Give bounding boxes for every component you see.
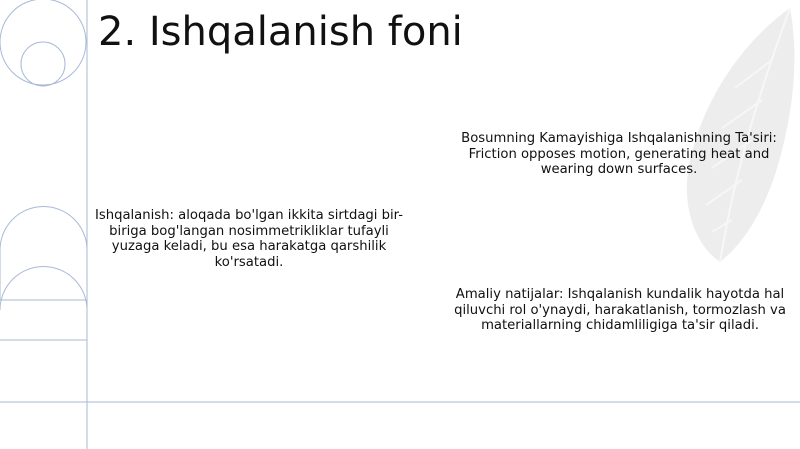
right-top-text-block: Bosumning Kamayishiga Ishqalanishning Ta'siri: Friction opposes motion, generating heat and wearing down surfaces. — [461, 131, 777, 177]
right-bottom-text-block: Amaliy natijalar: Ishqalanish kundalik hayotda hal qiluvchi rol o'ynaydi, harakatlanish, tormozlash va materiallarning chidamliligiga ta'sir qiladi. — [454, 287, 786, 333]
inner-circle-decoration — [21, 42, 65, 86]
slide-title: 2. Ishqalanish foni — [98, 9, 463, 55]
lower-arch-decoration — [0, 267, 87, 341]
left-text-block: Ishqalanish: aloqada bo'lgan ikkita sirtdagi bir-biriga bog'langan nosimmetrikliklar tufayli yuzaga keladi, bu esa harakatga qarshilik ko'rsatadi. — [94, 208, 404, 270]
upper-arch-decoration — [0, 207, 87, 301]
